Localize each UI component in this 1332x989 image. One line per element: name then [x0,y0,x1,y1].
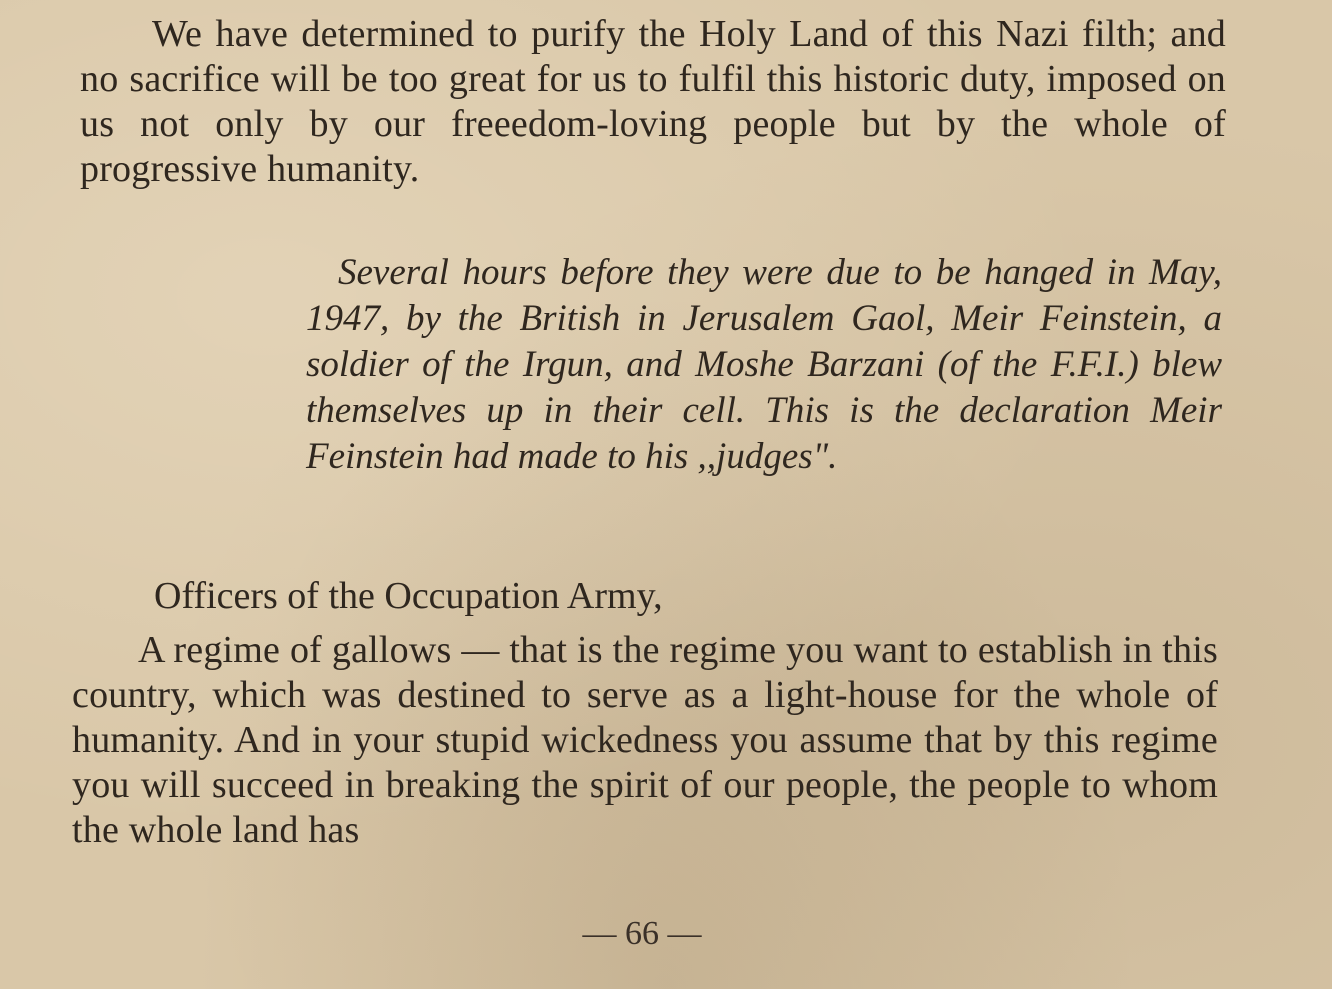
salutation-line: Officers of the Occupation Army, [154,575,663,617]
italic-editorial-note: Several hours before they were due to be hanged in May, 1947, by the British in Jerusalem Gaol, Meir Feinstein, a soldier of the Irgun, and Moshe Barzani (of the F.F.I.) blew themselves up in their cell. This is the declaration Meir Feinstein had made to his ,,judges". [306,252,1222,477]
opening-paragraph: We have determined to purify the Holy Land of this Nazi filth; and no sacrifice will be too great for us to fulfil this historic duty, imposed on us not only by our freeedom-loving people but by the whole of progressive humanity. [80,13,1226,190]
page-number: — 66 — [582,915,702,952]
declaration-paragraph: A regime of gallows — that is the regime you want to establish in this country, which was destined to serve as a light-house for the whole of humanity. And in your stupid wickedness you assume that by this regime you will succeed in breaking the spirit of our people, the people to whom the whole land has [72,629,1218,851]
